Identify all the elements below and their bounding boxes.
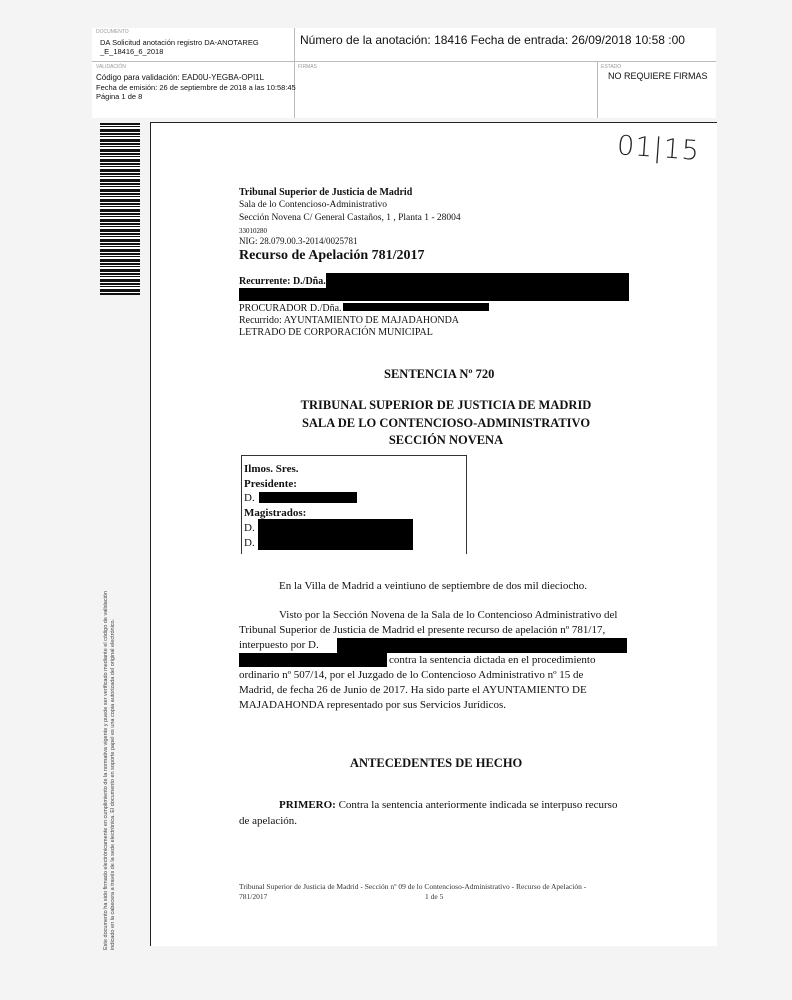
redaction xyxy=(259,492,357,503)
place-date: En la Villa de Madrid a veintiuno de septiembre de dos mil dieciocho. xyxy=(279,580,587,592)
footer-page: 1 de 5 xyxy=(425,892,444,901)
paragraph-line: Madrid, de fecha 26 de Junio de 2017. Ha sido parte el AYUNTAMIENTO DE xyxy=(239,684,587,696)
tribunal-name: TRIBUNAL SUPERIOR DE JUSTICIA DE MADRID xyxy=(300,398,592,412)
side-verification-text: Este documento ha sido firmado electrónicamente en cumplimiento de la normativa vigente y puede ser verificado mediante el código de validación indicado en la cabecera a través de la sede electrónica. El documento en soporte papel es una copia autorizada del original electrónico. xyxy=(103,591,116,950)
redaction xyxy=(343,303,489,311)
emission-date: Fecha de emisión: 26 de septiembre de 2018 a las 10:58:45 xyxy=(96,83,296,92)
court-code: 33010280 xyxy=(239,227,267,235)
signatures-box-label: FIRMAS xyxy=(298,64,317,70)
sentence-number: SENTENCIA Nº 720 xyxy=(384,367,495,381)
footer-court: Tribunal Superior de Justicia de Madrid - Sección nº 09 de lo Contencioso-Administrativo - Recurso de Apelación - xyxy=(239,882,587,891)
paragraph-line: Visto por la Sección Novena de la Sala de lo Contencioso Administrativo del xyxy=(279,609,618,621)
court-section: Sección Novena C/ General Castaños, 1 , Planta 1 - 28004 xyxy=(239,213,461,223)
first-fact: PRIMERO: Contra la sentencia anteriormente indicada se interpuso recurso xyxy=(279,799,618,811)
magistrate-1: D. xyxy=(244,522,255,534)
validation-code: Código para validación: EAD0U-YEGBA-OPI1L xyxy=(96,73,265,82)
paragraph-line: MAJADAHONDA representado por sus Servicios Jurídicos. xyxy=(239,699,507,711)
footer-case: 781/2017 xyxy=(239,892,268,901)
header-stamp xyxy=(92,28,716,118)
document-box-label: DOCUMENTO xyxy=(96,29,129,35)
counsel: LETRADO DE CORPORACIÓN MUNICIPAL xyxy=(239,327,433,338)
judges-box-top xyxy=(241,455,466,456)
status-box-label: ESTADO xyxy=(601,64,622,70)
tribunal-chamber: SALA DE LO CONTENCIOSO-ADMINISTRATIVO xyxy=(301,416,591,430)
nig-number: NIG: 28.079.00.3-2014/0025781 xyxy=(239,236,358,246)
page-count: Página 1 de 8 xyxy=(96,92,143,101)
paragraph-line: contra la sentencia dictada en el procedimiento xyxy=(389,654,596,666)
respondent: Recurrido: AYUNTAMIENTO DE MAJADAHONDA xyxy=(239,315,460,326)
appellant-label: Recurrente: D./Dña. xyxy=(239,276,326,287)
judges-box-right xyxy=(466,455,467,554)
magistrates-label: Magistrados: xyxy=(244,507,307,519)
first-fact-continued: de apelación. xyxy=(239,815,298,827)
paragraph-line: Tribunal Superior de Justicia de Madrid el presente recurso de apelación nº 781/17, xyxy=(239,624,606,636)
court-name: Tribunal Superior de Justicia de Madrid xyxy=(239,187,413,198)
paragraph-line: ordinario nº 507/14, por el Juzgado de lo Contencioso Administrativo nº 15 de xyxy=(239,669,584,681)
redaction xyxy=(337,638,627,653)
document-name: DA Solicitud anotación registro DA-ANOTAREG xyxy=(100,38,259,47)
president-label: Presidente: xyxy=(244,478,297,490)
judges-heading: Ilmos. Sres. xyxy=(244,463,299,475)
validation-box-label: VALIDACIÓN xyxy=(96,64,126,70)
court-chamber: Sala de lo Contencioso-Administrativo xyxy=(239,200,388,210)
redaction xyxy=(258,519,413,550)
judges-box-left xyxy=(241,455,242,554)
president-name: D. xyxy=(244,492,255,504)
magistrate-2: D. xyxy=(244,537,255,549)
redaction xyxy=(326,273,629,288)
section-heading: ANTECEDENTES DE HECHO xyxy=(350,756,523,770)
redaction xyxy=(239,288,629,301)
document-file: _E_18416_6_2018 xyxy=(100,47,164,56)
appeal-title: Recurso de Apelación 781/2017 xyxy=(239,248,425,263)
barcode xyxy=(100,123,140,295)
status-value: NO REQUIERE FIRMAS xyxy=(608,71,708,81)
redaction xyxy=(239,653,387,667)
paragraph-line: interpuesto por D. xyxy=(239,639,319,651)
annotation-number: Número de la anotación: 18416 Fecha de entrada: 26/09/2018 10:58 :00 xyxy=(300,33,685,47)
handwritten-number: 01|15 xyxy=(616,130,701,167)
document-page xyxy=(150,122,717,946)
attorney-label: PROCURADOR D./Dña. xyxy=(239,303,342,314)
tribunal-section: SECCIÓN NOVENA xyxy=(388,433,504,447)
